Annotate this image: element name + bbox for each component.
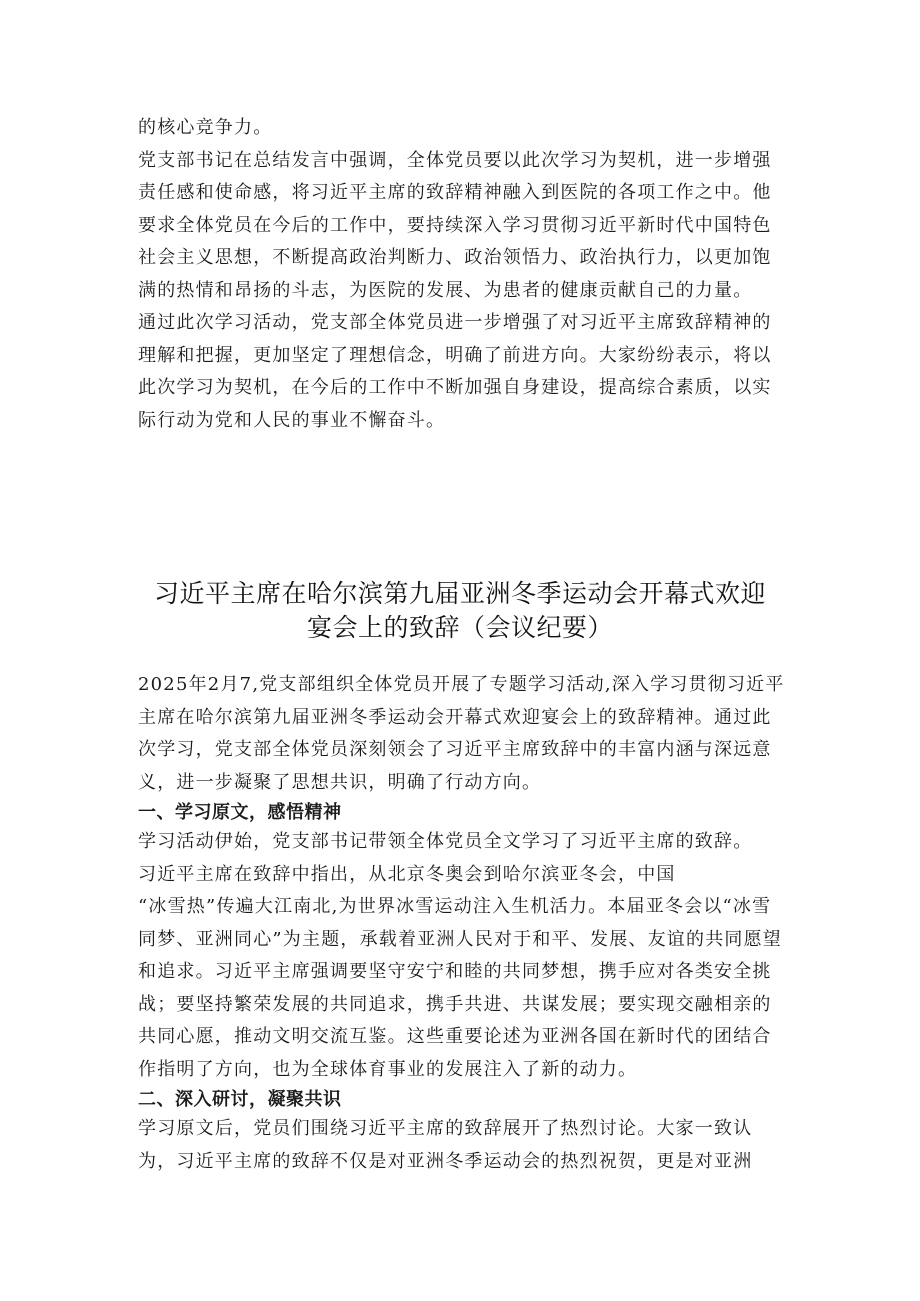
continued-section	[138, 112, 788, 437]
minutes-body	[138, 669, 788, 1178]
paragraph-continuation: 的核心竞争力。	[138, 117, 273, 138]
document-title	[120, 577, 800, 645]
section1-paragraph-2: 习近平主席在致辞中指出，从北京冬奥会到哈尔滨亚冬会，中国	[138, 863, 676, 885]
section1-paragraph-1: 学习活动伊始，党支部书记带领全体党员全文学习了习近平主席的致辞。	[138, 831, 753, 852]
section-heading-1: 一、学习原文，感悟精神	[138, 802, 342, 823]
paragraph-conclusion: 通过此次学习活动，党支部全体党员进一步增强了对习近平主席致辞精神的理解和把握，更加坚定了理想信念，明确了前进方向。大家纷纷表示，将以此次学习为契机，在今后的工作中不断加强自身建设，提高综合素质，以实际行动为党和人民的事业不懈奋斗。	[138, 312, 772, 431]
section-heading-2: 二、深入研讨，凝聚共识	[138, 1089, 342, 1110]
paragraph-summary-speech: 党支部书记在总结发言中强调，全体党员要以此次学习为契机，进一步增强责任感和使命感，将习近平主席的致辞精神融入到医院的各项工作之中。他要求全体党员在今后的工作中，要持续深入学习贯彻习近平新时代中国特色社会主义思想，不断提高政治判断力、政治领悟力、政治执行力，以更加饱满的热情和昂扬的斗志，为医院的发展、为患者的健康贡献自己的力量。	[138, 149, 772, 301]
title-line-1: 习近平主席在哈尔滨第九届亚洲冬季运动会开幕式欢迎	[153, 579, 766, 608]
section2-paragraph-1: 学习原文后，党员们围绕习近平主席的致辞展开了热烈讨论。大家一致认为，习近平主席的致辞不仅是对亚洲冬季运动会的热烈祝贺，更是对亚洲	[138, 1118, 753, 1172]
intro-paragraph: 2025年2月7,党支部组织全体党员开展了专题学习活动,深入学习贯彻习近平主席在哈尔滨第九届亚洲冬季运动会开幕式欢迎宴会上的致辞精神。通过此次学习，党支部全体党员深刻领会了习近平主席致辞中的丰富内涵与深远意义，进一步凝聚了思想共识，明确了行动方向。	[138, 674, 785, 793]
title-line-2: 宴会上的致辞（会议纪要）	[306, 613, 613, 642]
section1-paragraph-3: “冰雪热”传遍大江南北,为世界冰雪运动注入生机活力。本届亚冬会以“冰雪同梦、亚洲同心”为主题，承载着亚洲人民对于和平、发展、友谊的共同愿望和追求。习近平主席强调要坚守安宁和睦的共同梦想，携手应对各类安全挑战；要坚持繁荣发展的共同追求，携手共进、共谋发展；要实现交融相亲的共同心愿，推动文明交流互鉴。这些重要论述为亚洲各国在新时代的团结合作指明了方向，也为全球体育事业的发展注入了新的动力。	[138, 896, 782, 1080]
